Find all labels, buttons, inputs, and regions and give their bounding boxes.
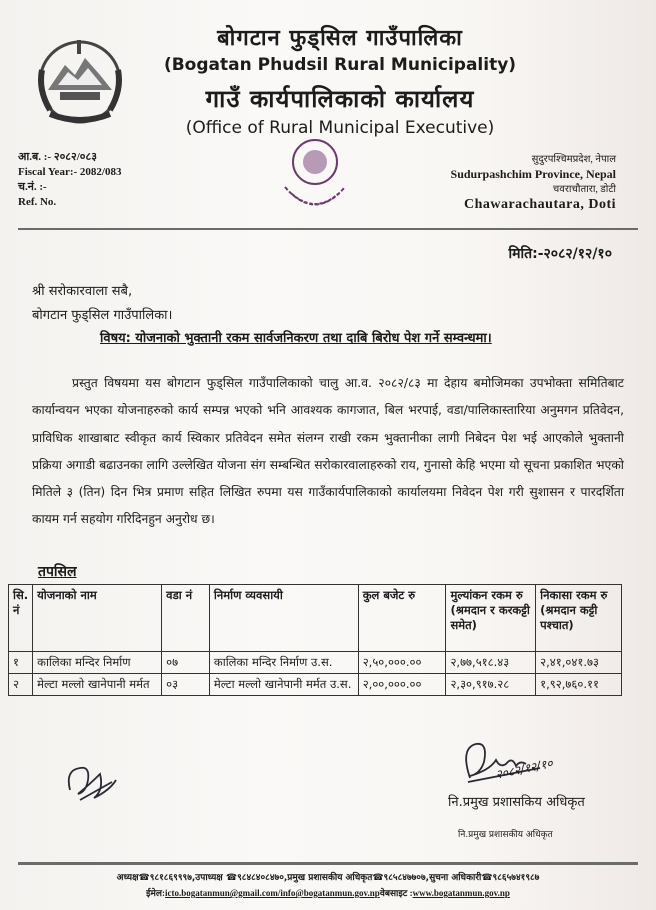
col-header-ward-no: वडा नं bbox=[162, 585, 210, 652]
table-row bbox=[9, 652, 622, 674]
cell-contractor: मेल्टा मल्लो खानेपानी मर्मत उ.स. bbox=[209, 674, 358, 696]
fiscal-year-nepali: आ.ब. :- २०८२/०८३ bbox=[18, 151, 97, 163]
office-name-english: (Office of Rural Municipal Executive) bbox=[185, 118, 495, 138]
header-divider bbox=[18, 228, 638, 230]
addressee-line-1: श्री सरोकारवाला सबै, bbox=[32, 284, 133, 299]
cell-sn: १ bbox=[9, 652, 33, 674]
cell-sn: २ bbox=[9, 674, 33, 696]
cell-released-amount: २,४१,०४१.७३ bbox=[536, 652, 622, 674]
signatory-stamp: नि.प्रमुख प्रशासकीय अधिकृत bbox=[458, 830, 553, 840]
footer-contacts bbox=[0, 870, 656, 883]
email-link[interactable]: icto.bogatanmun@gmail.com/info@bogatanmun.gov.np bbox=[165, 888, 380, 898]
subject-line: विषय: योजनाको भुक्तानी रकम सार्वजनिकरण तथा दाबि बिरोध पेश गर्ने सम्वन्धमा। bbox=[100, 331, 492, 346]
addressee bbox=[32, 280, 172, 328]
address-block bbox=[451, 152, 616, 212]
province-nepali: सुदुरपश्चिमप्रदेश, नेपाल bbox=[531, 154, 616, 165]
footer-links bbox=[0, 886, 656, 899]
cell-ward-no: ०३ bbox=[162, 674, 210, 696]
payment-details-table bbox=[8, 584, 622, 696]
cell-project-name: मेल्टा मल्लो खानेपानी मर्मत bbox=[33, 674, 162, 696]
cell-ward-no: ०७ bbox=[162, 652, 210, 674]
ref-no-nepali: च.नं. :- bbox=[18, 181, 47, 193]
reference-block bbox=[18, 150, 121, 210]
signature-date: २०८२/१२/१० bbox=[494, 756, 554, 782]
cell-evaluated-amount: २,७७,५१८.४३ bbox=[446, 652, 536, 674]
handwritten-initials bbox=[60, 760, 120, 810]
office-seal-stamp bbox=[270, 132, 360, 222]
table-row bbox=[9, 674, 622, 696]
body-paragraph: प्रस्तुत विषयमा यस बोगटान फुड्सिल गाउँपालिकाको चालु आ.व. २०८२/८३ मा देहाय बमोजिमका उपभोक्ता समितिबाट कार्यान्वयन भएका योजनाहरुको कार्य सम्पन्न भएको भनि आवश्यक कागजात, बिल भरपाई, वडा/पालिकास्तारिया अनुमगन प्रतिवेदन, प्राविधिक शाखाबाट स्वीकृत कार्य स्विकार प्रतिवेदन समेत संलग्न राखी रकम भुक्तानीका लागी निबेदन पेश भई आएकोले भुक्तानी प्रक्रिया अगाडी बढाउनका लागि उल्लेखित योजना संग सम्बन्धित सरोकारवालाहरुको राय, गुनासो केहि भएमा यो सूचना प्रकाशित भएको मितिले ३ (तिन) दिन भित्र प्रमाण सहित लिखित रुपमा यस गाउँकार्यपालिकाको कार्यालयमा निवेदन पेश गरी सुशासन र पारदर्शिता कायम गर्न सहयोग गरिदिनहुन अनुरोध छ। bbox=[32, 376, 625, 527]
nepal-emblem-logo bbox=[30, 30, 130, 130]
org-name-english: (Bogatan Phudsil Rural Municipality) bbox=[163, 55, 517, 75]
addressee-line-2: बोगटान फुड्सिल गाउँपालिका। bbox=[32, 308, 173, 323]
col-header-contractor: निर्माण व्यवसायी bbox=[209, 585, 358, 652]
cell-evaluated-amount: २,३०,९१७.२८ bbox=[446, 674, 536, 696]
footer-divider bbox=[18, 862, 638, 865]
cell-contractor: कालिका मन्दिर निर्माण उ.स. bbox=[209, 652, 358, 674]
office-name-nepali: गाउँ कार्यपालिकाको कार्यालय bbox=[205, 85, 475, 113]
province-english: Sudurpashchim Province, Nepal bbox=[450, 167, 616, 181]
col-header-total-budget: कुल बजेट रु bbox=[358, 585, 446, 652]
col-header-project-name: योजनाको नाम bbox=[33, 585, 162, 652]
cell-total-budget: २,५०,०००.०० bbox=[358, 652, 446, 674]
col-header-released-amount: निकासा रकम रु (श्रमदान कट्टी पश्चात) bbox=[536, 585, 622, 652]
signatory-title: नि.प्रमुख प्रशासकिय अधिकृत bbox=[448, 795, 585, 810]
fiscal-year-english: Fiscal Year:- 2082/083 bbox=[18, 166, 122, 178]
col-header-sn: सि. नं bbox=[9, 585, 33, 652]
contact-phones: अध्यक्ष☎९८१८६९९९७,उपाध्यक्ष ☎९८४८४०८४७०,प्रमुख प्रशासकीय अधिकृत☎९८५८४७७०७,सुचना अधिकारी☎९८६५७४१९८७ bbox=[116, 873, 540, 883]
cell-project-name: कालिका मन्दिर निर्माण bbox=[33, 652, 162, 674]
table-header-row bbox=[9, 585, 622, 652]
website-link[interactable]: www.bogatanmun.gov.np bbox=[412, 888, 510, 898]
details-heading: तपसिल bbox=[38, 564, 77, 580]
cell-released-amount: १,९२,७६०.११ bbox=[536, 674, 622, 696]
cell-total-budget: २,००,०००.०० bbox=[358, 674, 446, 696]
place-nepali: चवराचौतारा, डोटी bbox=[552, 184, 616, 195]
col-header-evaluated-amount: मुल्यांकन रकम रु (श्रमदान र करकट्टी समेत) bbox=[446, 585, 536, 652]
letter-date: मिति:-२०८२/१२/१० bbox=[508, 246, 612, 262]
org-name-nepali: बोगटान फुड्सिल गाउँपालिका bbox=[217, 26, 463, 51]
email-label: ईमेल: bbox=[146, 888, 166, 898]
website-label: वेबसाइट : bbox=[379, 888, 413, 898]
place-english: Chawarachautara, Doti bbox=[463, 197, 616, 212]
ref-no-english: Ref. No. bbox=[18, 196, 57, 208]
